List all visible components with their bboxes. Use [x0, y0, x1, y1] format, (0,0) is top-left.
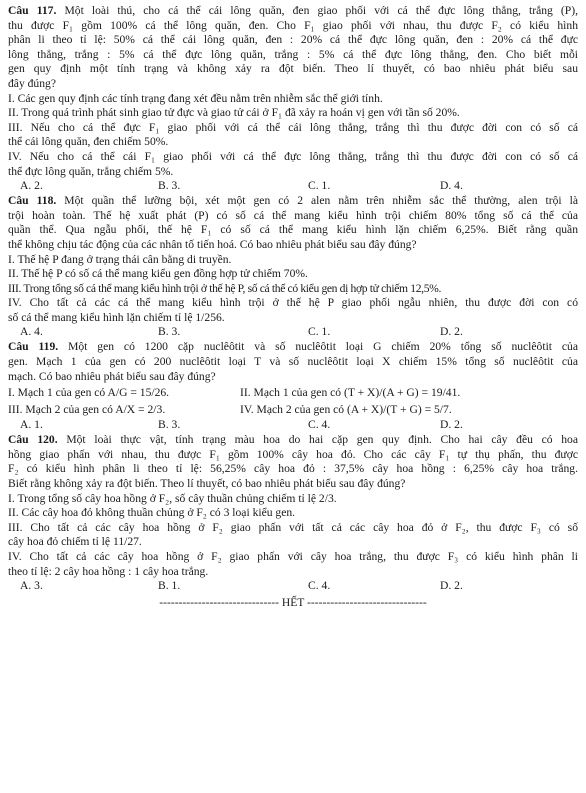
- answer-option-c[interactable]: C. 1.: [308, 325, 331, 339]
- question-text-line: quần thể. Qua ngẫu phối, thế hệ F₁ có số cá thể mang kiểu hình lặn chiếm 6,25%. Biết rằng quần: [8, 223, 578, 237]
- answer-option-b[interactable]: B. 3.: [158, 418, 181, 432]
- statement-line: I. Mạch 1 của gen có A/G = 15/26.: [8, 386, 170, 400]
- answer-options: [8, 179, 578, 194]
- statement-line: IV. Nếu cho cá thể cái F₁ giao phối với cá thể đực lông thẳng, trắng thì thu được đời con có số cá: [8, 149, 578, 163]
- question-text-line: phân li theo tỉ lệ: 50% cá thể cái lông quăn, đen : 20% cá thể đực lông quăn, đen : 20% cá thể đực: [8, 33, 578, 47]
- statement-line: II. Thế hệ P có số cá thể mang kiểu gen đồng hợp tử chiếm 70%.: [8, 267, 308, 281]
- question-text-line: Câu 118. Một quần thể lưỡng bội, xét một gen có 2 alen nằm trên nhiễm sắc thể thường, alen trội là: [8, 194, 578, 208]
- statement-line: II. Mạch 1 của gen có (T + X)/(A + G) = 19/41.: [240, 386, 461, 400]
- statement-row: [8, 386, 578, 401]
- question-text-line: gen. Mạch 1 của gen có 200 nuclêôtit loại T và số nuclêôtit loại X chiếm 15% tổng số nuclêôtit của: [8, 355, 578, 369]
- question-text-line: Biết rằng không xảy ra đột biến. Theo lí thuyết, có bao nhiêu phát biểu sau đây đúng?: [8, 477, 406, 491]
- statement-line: cây hoa đỏ chiếm tỉ lệ 11/27.: [8, 535, 142, 549]
- statement-line: IV. Mạch 2 của gen có (A + X)/(T + G) = 5/7.: [240, 403, 452, 417]
- answer-options: [8, 418, 578, 433]
- statement-line: theo tỉ lệ: 2 cây hoa hồng : 1 cây hoa trắng.: [8, 564, 209, 578]
- statement-line: II. Trong quá trình phát sinh giao tử đực và giao tử cái ở F₁ đã xảy ra hoán vị gen với tần số 20%.: [8, 106, 460, 120]
- question-text-line: thu được F₁ gồm 100% cá thể lông quăn, đen. Cho F₁ giao phối với nhau, thu được F₂ có kiểu hình: [8, 18, 578, 32]
- question-text-line: thể không chịu tác động của các nhân tố tiến hoá. Có bao nhiêu phát biểu sau đây đúng?: [8, 237, 417, 251]
- statement-line: I. Trong tổng số cây hoa hồng ở F₂, số cây thuần chủng chiếm tỉ lệ 2/3.: [8, 491, 337, 505]
- question-text-line: lông thẳng, trắng : 5% cá thể đực lông quăn, trắng : 5% cá thể đực lông thẳng, đen. Cho biết mỗi: [8, 47, 578, 61]
- exam-page: [8, 4, 578, 611]
- statement-line: I. Thế hệ P đang ở trạng thái cân bằng di truyền.: [8, 252, 232, 266]
- answer-option-a[interactable]: A. 1.: [20, 418, 43, 432]
- question-118: [8, 194, 578, 340]
- statement-line: IV. Cho tất cả các cây hoa hồng ở F₂ giao phấn với cây hoa trắng, thu được F₃ có kiểu hình phân li: [8, 550, 578, 563]
- answer-options: [8, 325, 578, 340]
- statement-line: III. Mạch 2 của gen có A/X = 2/3.: [8, 403, 166, 417]
- question-120: [8, 433, 578, 594]
- statement-line: III. Cho tất cả các cây hoa hồng ở F₂ giao phấn với tất cả các cây hoa đỏ ở F₂, thu được F₃ có số: [8, 520, 578, 534]
- question-text-line: mạch. Có bao nhiêu phát biểu sau đây đúng?: [8, 369, 216, 383]
- answer-option-d[interactable]: D. 2.: [440, 579, 463, 593]
- statement-line: thể cái lông quăn, đen chiếm 50%.: [8, 135, 169, 149]
- question-number: Câu 119.: [8, 340, 59, 354]
- answer-option-c[interactable]: C. 4.: [308, 579, 331, 593]
- statement-line: I. Các gen quy định các tính trạng đang xét đều nằm trên nhiễm sắc thể giới tính.: [8, 91, 383, 105]
- answer-option-b[interactable]: B. 3.: [158, 179, 181, 193]
- question-number: Câu 117.: [8, 4, 57, 17]
- statement-line: thể đực lông quăn, trắng chiếm 5%.: [8, 164, 174, 178]
- question-number: Câu 118.: [8, 194, 57, 208]
- question-text-line: gen quy định một tính trạng và không xảy ra đột biến. Theo lí thuyết, có bao nhiêu phát biểu sau: [8, 62, 578, 76]
- question-text-line: F₂ có kiểu hình phân li theo tỉ lệ: 56,25% cây hoa đỏ : 37,5% cây hoa hồng : 6,25% cây hoa trắng.: [8, 462, 578, 476]
- statement-line: số cá thể mang kiểu hình lặn chiếm tỉ lệ 1/256.: [8, 310, 225, 324]
- question-text-line: trội hoàn toàn. Thế hệ xuất phát (P) có số cá thể mang kiểu hình trội chiếm 80% tổng số cá thể của: [8, 208, 578, 222]
- answer-option-a[interactable]: A. 3.: [20, 579, 43, 593]
- statement-line: III. Nếu cho cá thể đực F₁ giao phối với cá thể cái lông thẳng, trắng thì thu được đời con có số cá: [8, 120, 578, 134]
- answer-option-c[interactable]: C. 4.: [308, 418, 331, 432]
- answer-option-b[interactable]: B. 3.: [158, 325, 181, 339]
- statement-line: II. Các cây hoa đỏ không thuần chủng ở F₂ có 3 loại kiểu gen.: [8, 506, 296, 520]
- question-119: [8, 340, 578, 433]
- statement-row: [8, 403, 578, 418]
- question-text-line: Câu 120. Một loài thực vật, tính trạng màu hoa do hai cặp gen quy định. Cho hai cây đều có hoa: [8, 433, 578, 447]
- question-text-line: đây đúng?: [8, 76, 56, 90]
- answer-option-d[interactable]: D. 2.: [440, 418, 463, 432]
- statement-line: IV. Cho tất cả các cá thể mang kiểu hình trội ở thế hệ P giao phối ngẫu nhiên, thu được đời con có: [8, 296, 578, 310]
- question-text-line: hồng giao phấn với nhau, thu được F₁ gồm 100% cây hoa đỏ. Cho các cây F₁ tự thụ phấn, thu được: [8, 447, 578, 461]
- question-text-line: Câu 119. Một gen có 1200 cặp nuclêôtit và số nuclêôtit loại G chiếm 20% tổng số nuclêôtit của: [8, 340, 578, 354]
- question-number: Câu 120.: [8, 433, 58, 447]
- end-marker: ------------------------------- HẾT -------------------------------: [159, 596, 427, 610]
- question-text-line: Câu 117. Một loài thú, cho cá thể cái lông quăn, đen giao phối với cá thể đực lông thẳng, trắng (P),: [8, 4, 578, 17]
- question-117: [8, 4, 578, 194]
- answer-option-a[interactable]: A. 4.: [20, 325, 43, 339]
- statement-line: III. Trong tổng số cá thể mang kiểu hình trội ở thế hệ P, số cá thể có kiểu gen dị hợp tử chiếm 12,5%.: [8, 281, 441, 295]
- answer-option-b[interactable]: B. 1.: [158, 579, 181, 593]
- answer-options: [8, 579, 578, 594]
- answer-option-d[interactable]: D. 2.: [440, 325, 463, 339]
- answer-option-a[interactable]: A. 2.: [20, 179, 43, 193]
- answer-option-c[interactable]: C. 1.: [308, 179, 331, 193]
- answer-option-d[interactable]: D. 4.: [440, 179, 463, 193]
